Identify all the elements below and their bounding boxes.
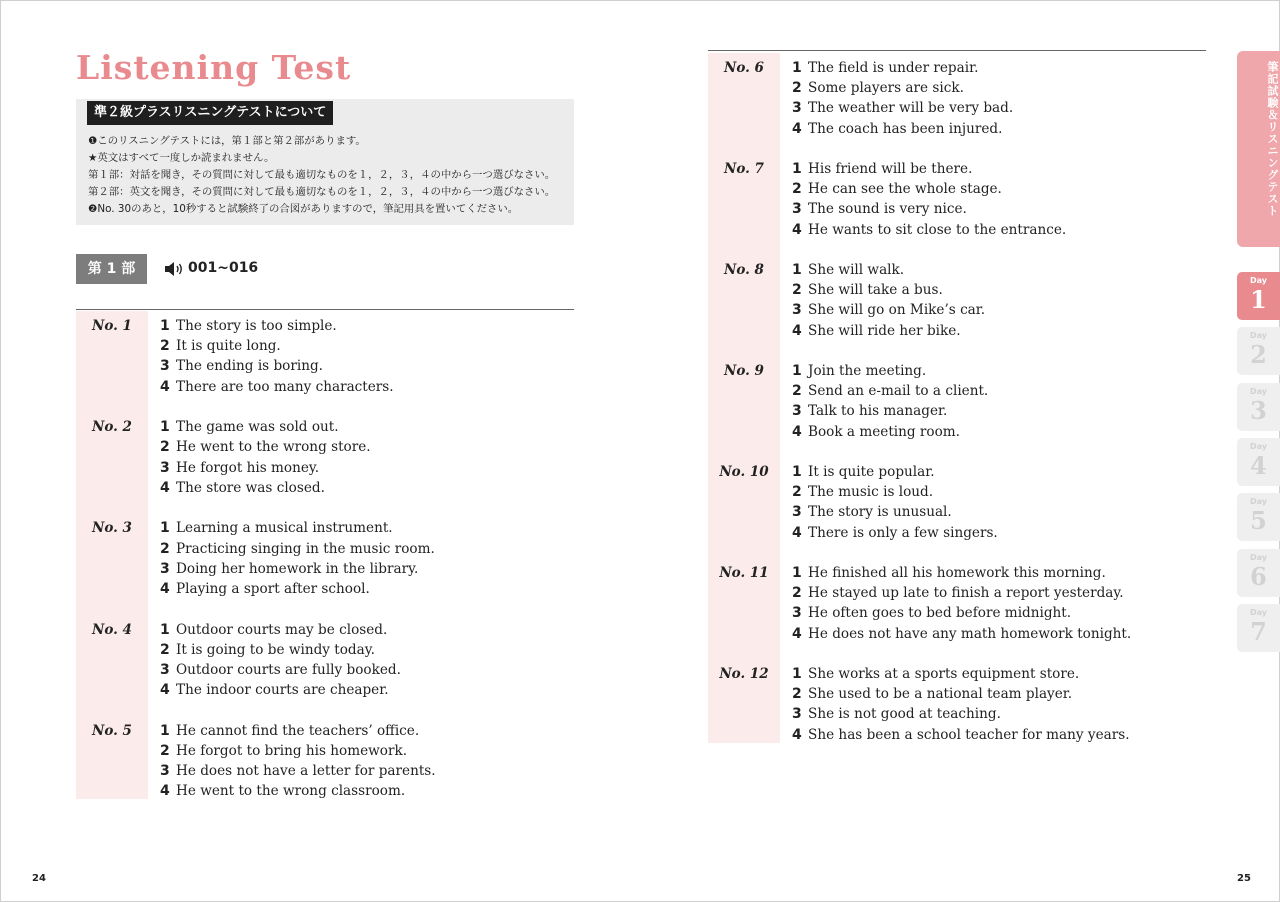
option-text: The indoor courts are cheaper. <box>176 682 389 699</box>
number-column-band <box>708 53 780 743</box>
question-number: No. 12 <box>719 666 769 682</box>
option-number: 1 <box>792 262 802 278</box>
option-text: He went to the wrong store. <box>176 439 371 456</box>
day-tab-number: 3 <box>1250 395 1267 425</box>
day-tab-word: Day <box>1249 607 1267 617</box>
option-text: Learning a musical instrument. <box>176 520 393 537</box>
option-number: 4 <box>160 783 170 800</box>
option-text: Outdoor courts are fully booked. <box>176 661 401 678</box>
option-text: The story is too simple. <box>176 318 337 334</box>
option-text: It is going to be windy today. <box>176 641 375 658</box>
day-tab-word: Day <box>1249 331 1267 341</box>
option-number: 3 <box>792 706 802 723</box>
option-text: There are too many characters. <box>176 378 394 395</box>
page-number-right: 25 <box>1237 873 1251 884</box>
option-number: 4 <box>792 423 802 440</box>
option-number: 3 <box>160 560 170 577</box>
page-title: Listening Test <box>76 48 352 87</box>
option-text: Outdoor courts may be closed. <box>176 621 388 638</box>
option-text: The music is loud. <box>808 484 934 501</box>
option-text: Join the meeting. <box>808 363 927 379</box>
option-number: 4 <box>792 221 802 238</box>
instruction-line: ❶このリスニングテストには，第１部と第２部があります。 <box>88 135 366 147</box>
question-number: No. 9 <box>724 363 764 379</box>
part-label: 第 1 部 <box>76 254 147 284</box>
option-text: Practicing singing in the music room. <box>176 540 435 557</box>
audio-track-range: 001~016 <box>188 260 259 276</box>
option-number: 4 <box>792 322 802 339</box>
option-text: There is only a few singers. <box>808 524 998 541</box>
option-text: Book a meeting room. <box>808 423 960 440</box>
question-number: No. 5 <box>92 722 132 739</box>
day-tab-number: 6 <box>1250 561 1267 591</box>
day-tab-number: 5 <box>1250 506 1267 536</box>
option-number: 3 <box>160 358 170 375</box>
speaker-icon <box>164 261 184 277</box>
question-number: No. 7 <box>724 161 764 177</box>
option-text: He finished all his homework this morning. <box>808 565 1106 581</box>
day-tab-2[interactable] <box>1237 327 1280 375</box>
option-number: 2 <box>792 585 802 602</box>
day-tab-4[interactable] <box>1237 438 1280 486</box>
question-number: No. 4 <box>92 621 132 638</box>
option-number: 1 <box>160 520 170 537</box>
option-number: 3 <box>792 605 802 622</box>
option-text: He cannot find the teachers’ office. <box>176 722 420 739</box>
option-number: 4 <box>160 479 170 496</box>
option-text: The field is under repair. <box>808 60 979 76</box>
option-text: It is quite long. <box>176 338 281 355</box>
question-number: No. 11 <box>719 565 769 581</box>
option-text: The game was sold out. <box>176 419 339 436</box>
instruction-line: 第２部：英文を聞き，その質問に対して最も適切なものを１，２，３，４の中から一つ選びなさい。 <box>88 186 556 198</box>
option-text: He went to the wrong classroom. <box>176 783 406 800</box>
left-divider <box>76 309 574 310</box>
option-number: 1 <box>792 60 802 76</box>
option-number: 2 <box>160 742 170 759</box>
section-side-tab-label: 筆記試験＆リスニングテスト <box>1266 61 1279 217</box>
option-number: 1 <box>792 666 802 682</box>
option-number: 4 <box>792 120 802 137</box>
question-number: No. 8 <box>724 262 764 278</box>
option-text: Playing a sport after school. <box>176 580 370 597</box>
option-number: 3 <box>792 403 802 420</box>
option-number: 2 <box>792 181 802 198</box>
option-text: The coach has been injured. <box>808 120 1003 137</box>
option-number: 4 <box>160 580 170 597</box>
question-number: No. 3 <box>92 520 132 537</box>
option-number: 3 <box>792 201 802 218</box>
option-number: 2 <box>160 338 170 355</box>
question-number: No. 6 <box>724 60 764 76</box>
option-number: 2 <box>792 282 802 299</box>
instruction-line: ❷No. 30のあと，10秒すると試験終了の合図がありますので，筆記用具を置いてください。 <box>88 203 519 215</box>
option-number: 3 <box>160 661 170 678</box>
option-text: Some players are sick. <box>808 80 964 97</box>
day-tab-word: Day <box>1249 386 1267 396</box>
section-side-tab[interactable] <box>1237 51 1280 247</box>
option-text: He wants to sit close to the entrance. <box>808 221 1067 238</box>
option-text: She has been a school teacher for many years. <box>808 726 1130 743</box>
option-text: The weather will be very bad. <box>808 100 1014 117</box>
option-number: 2 <box>792 686 802 703</box>
option-number: 3 <box>792 100 802 117</box>
option-number: 4 <box>792 726 802 743</box>
day-tab-number: 2 <box>1250 340 1267 370</box>
option-text: The store was closed. <box>176 479 325 496</box>
option-number: 3 <box>792 504 802 521</box>
option-text: She will take a bus. <box>808 282 943 299</box>
option-number: 3 <box>160 763 170 780</box>
option-text: He forgot his money. <box>176 459 320 476</box>
option-number: 2 <box>160 641 170 658</box>
option-text: Talk to his manager. <box>808 403 948 420</box>
option-number: 1 <box>792 161 802 177</box>
day-tab-word: Day <box>1249 441 1267 451</box>
option-text: She will walk. <box>808 262 905 278</box>
instructions-box <box>76 99 574 225</box>
day-tab-number: 7 <box>1250 616 1267 646</box>
option-number: 1 <box>792 363 802 379</box>
option-text: He does not have a letter for parents. <box>176 763 436 780</box>
day-tab-word: Day <box>1249 552 1267 562</box>
option-text: The sound is very nice. <box>808 201 967 218</box>
instruction-line: ★英文はすべて一度しか読まれません。 <box>88 152 275 164</box>
option-text: He can see the whole stage. <box>808 181 1002 198</box>
question-number: No. 2 <box>92 419 132 436</box>
option-text: His friend will be there. <box>808 161 973 177</box>
question-number: No. 1 <box>92 318 132 334</box>
day-tab-word: Day <box>1249 497 1267 507</box>
option-text: She works at a sports equipment store. <box>808 666 1080 682</box>
option-number: 4 <box>160 682 170 699</box>
option-number: 2 <box>160 540 170 557</box>
option-number: 4 <box>792 524 802 541</box>
option-text: The story is unusual. <box>808 504 952 521</box>
option-text: He often goes to bed before midnight. <box>808 605 1072 622</box>
day-tab-word: Day <box>1249 276 1267 285</box>
option-text: The ending is boring. <box>176 358 323 375</box>
option-text: She used to be a national team player. <box>808 686 1073 703</box>
option-number: 2 <box>160 439 170 456</box>
option-text: Doing her homework in the library. <box>176 560 419 577</box>
option-number: 1 <box>160 722 170 739</box>
option-number: 1 <box>160 621 170 638</box>
page-number-left: 24 <box>32 873 46 884</box>
option-text: Send an e-mail to a client. <box>808 383 989 400</box>
day-tab-7[interactable] <box>1237 604 1280 652</box>
option-text: He forgot to bring his homework. <box>176 742 408 759</box>
option-text: He does not have any math homework tonight. <box>808 625 1132 642</box>
option-number: 4 <box>160 378 170 395</box>
option-number: 4 <box>792 625 802 642</box>
option-number: 3 <box>160 459 170 476</box>
option-number: 2 <box>792 383 802 400</box>
day-tab-1[interactable] <box>1237 272 1280 320</box>
option-text: She will ride her bike. <box>808 322 961 339</box>
option-number: 2 <box>792 484 802 501</box>
day-tab-6[interactable] <box>1237 549 1280 597</box>
option-number: 3 <box>792 302 802 319</box>
option-text: She will go on Mike’s car. <box>808 302 986 319</box>
question-number: No. 10 <box>719 464 769 480</box>
day-tab-number: 1 <box>1250 285 1267 314</box>
right-divider <box>708 50 1206 51</box>
day-tab-3[interactable] <box>1237 383 1280 431</box>
instruction-line: 第１部：対話を聞き，その質問に対して最も適切なものを１，２，３，４の中から一つ選びなさい。 <box>88 169 556 181</box>
option-number: 1 <box>160 419 170 436</box>
instructions-lines <box>88 133 572 218</box>
option-number: 1 <box>792 565 802 581</box>
option-text: She is not good at teaching. <box>808 706 1001 723</box>
instructions-heading: 準２級プラスリスニングテストについて <box>87 101 333 125</box>
day-tab-5[interactable] <box>1237 493 1280 541</box>
option-number: 1 <box>160 318 170 334</box>
day-tab-number: 4 <box>1250 450 1267 480</box>
option-number: 2 <box>792 80 802 97</box>
option-text: He stayed up late to finish a report yesterday. <box>808 585 1124 602</box>
option-text: It is quite popular. <box>808 464 935 480</box>
option-number: 1 <box>792 464 802 480</box>
